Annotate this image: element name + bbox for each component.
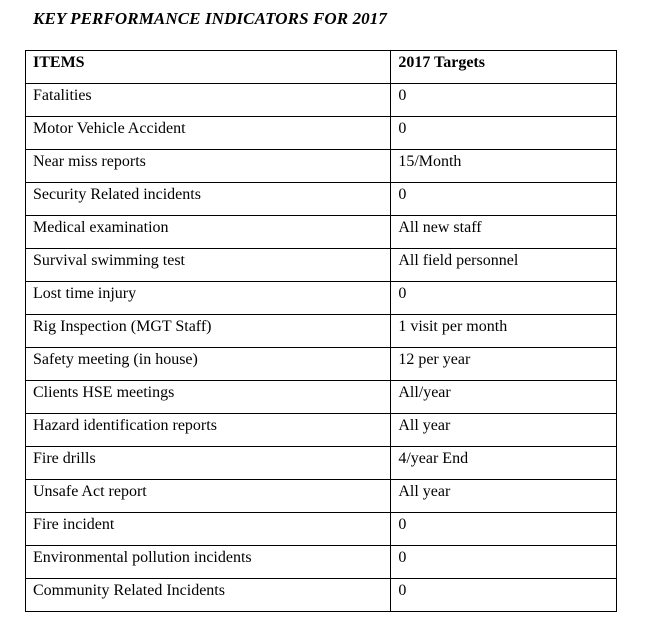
table-row: [26, 117, 617, 150]
table-row: [26, 447, 617, 480]
item-cell: Fatalities: [26, 84, 391, 117]
table-row: [26, 282, 617, 315]
table-row: [26, 546, 617, 579]
kpi-table: [25, 50, 617, 612]
table-row: [26, 216, 617, 249]
target-cell: 0: [391, 579, 617, 612]
column-header-items: ITEMS: [26, 51, 391, 84]
target-cell: 1 visit per month: [391, 315, 617, 348]
target-cell: All field personnel: [391, 249, 617, 282]
target-cell: All/year: [391, 381, 617, 414]
item-cell: Environmental pollution incidents: [26, 546, 391, 579]
target-cell: 0: [391, 84, 617, 117]
table-row: [26, 249, 617, 282]
item-cell: Medical examination: [26, 216, 391, 249]
item-cell: Near miss reports: [26, 150, 391, 183]
item-cell: Lost time injury: [26, 282, 391, 315]
document-title: KEY PERFORMANCE INDICATORS FOR 2017: [33, 9, 387, 28]
item-cell: Unsafe Act report: [26, 480, 391, 513]
item-cell: Hazard identification reports: [26, 414, 391, 447]
table-header-row: [26, 51, 617, 84]
target-cell: All year: [391, 480, 617, 513]
target-cell: 12 per year: [391, 348, 617, 381]
table-row: [26, 480, 617, 513]
item-cell: Motor Vehicle Accident: [26, 117, 391, 150]
item-cell: Clients HSE meetings: [26, 381, 391, 414]
target-cell: 0: [391, 183, 617, 216]
target-cell: All year: [391, 414, 617, 447]
item-cell: Community Related Incidents: [26, 579, 391, 612]
target-cell: 0: [391, 117, 617, 150]
item-cell: Rig Inspection (MGT Staff): [26, 315, 391, 348]
item-cell: Fire drills: [26, 447, 391, 480]
target-cell: 4/year End: [391, 447, 617, 480]
table-row: [26, 579, 617, 612]
table-row: [26, 150, 617, 183]
item-cell: Survival swimming test: [26, 249, 391, 282]
table-row: [26, 84, 617, 117]
target-cell: 15/Month: [391, 150, 617, 183]
table-row: [26, 381, 617, 414]
item-cell: Fire incident: [26, 513, 391, 546]
column-header-targets: 2017 Targets: [391, 51, 617, 84]
table-row: [26, 348, 617, 381]
item-cell: Safety meeting (in house): [26, 348, 391, 381]
table-row: [26, 183, 617, 216]
table-row: [26, 315, 617, 348]
target-cell: 0: [391, 282, 617, 315]
item-cell: Security Related incidents: [26, 183, 391, 216]
table-row: [26, 414, 617, 447]
target-cell: 0: [391, 513, 617, 546]
target-cell: 0: [391, 546, 617, 579]
table-row: [26, 513, 617, 546]
target-cell: All new staff: [391, 216, 617, 249]
